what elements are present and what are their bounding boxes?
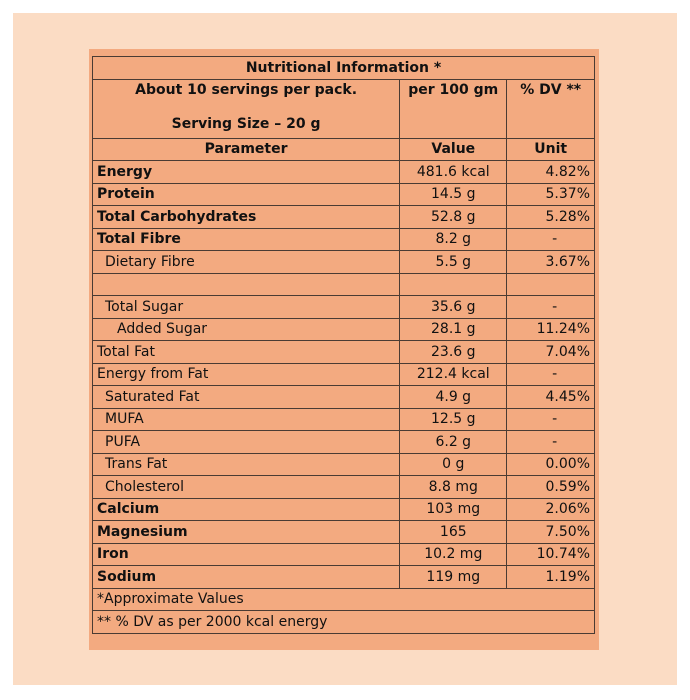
dv-cell: 1.19% — [507, 566, 595, 589]
dv-cell: 0.59% — [507, 476, 595, 499]
parameter-cell: Magnesium — [93, 521, 400, 544]
dv-cell: 2.06% — [507, 498, 595, 521]
dv-cell: 3.67% — [507, 251, 595, 274]
dv-cell: 10.74% — [507, 543, 595, 566]
value-cell: 6.2 g — [400, 431, 507, 454]
parameter-cell: MUFA — [93, 408, 400, 431]
value-cell: 14.5 g — [400, 183, 507, 206]
dv-cell: 11.24% — [507, 318, 595, 341]
value-cell: 165 — [400, 521, 507, 544]
table-row — [93, 386, 595, 409]
table-row — [93, 476, 595, 499]
parameter-cell: Energy from Fat — [93, 363, 400, 386]
dv-cell: - — [507, 431, 595, 454]
table-row — [93, 183, 595, 206]
dv-cell: - — [507, 408, 595, 431]
serving-info-cell — [93, 79, 400, 138]
parameter-cell: Energy — [93, 161, 400, 184]
parameter-cell: Iron — [93, 543, 400, 566]
value-cell: 8.2 g — [400, 228, 507, 251]
parameter-cell: Total Sugar — [93, 296, 400, 319]
value-cell: 119 mg — [400, 566, 507, 589]
dv-header: % DV ** — [507, 79, 595, 138]
parameter-cell — [93, 273, 400, 296]
footnote-row — [93, 611, 595, 634]
parameter-cell: Sodium — [93, 566, 400, 589]
table-row — [93, 251, 595, 274]
parameter-cell: Trans Fat — [93, 453, 400, 476]
value-cell: 35.6 g — [400, 296, 507, 319]
table-row — [93, 363, 595, 386]
value-cell: 52.8 g — [400, 206, 507, 229]
table-row — [93, 408, 595, 431]
value-cell: 4.9 g — [400, 386, 507, 409]
value-cell: 212.4 kcal — [400, 363, 507, 386]
table-row — [93, 228, 595, 251]
table-row — [93, 296, 595, 319]
value-cell: 12.5 g — [400, 408, 507, 431]
parameter-cell: Dietary Fibre — [93, 251, 400, 274]
parameter-cell: Protein — [93, 183, 400, 206]
servings-per-pack: About 10 servings per pack. — [135, 81, 358, 98]
dv-cell: 4.45% — [507, 386, 595, 409]
value-cell: 8.8 mg — [400, 476, 507, 499]
value-cell: 103 mg — [400, 498, 507, 521]
column-header-unit: Unit — [507, 138, 595, 161]
nutrition-table — [92, 56, 595, 634]
value-cell: 481.6 kcal — [400, 161, 507, 184]
dv-cell: 7.50% — [507, 521, 595, 544]
column-header-value: Value — [400, 138, 507, 161]
dv-cell: 7.04% — [507, 341, 595, 364]
value-cell: 5.5 g — [400, 251, 507, 274]
dv-cell — [507, 273, 595, 296]
table-title: Nutritional Information * — [93, 57, 595, 80]
table-row — [93, 431, 595, 454]
value-cell: 28.1 g — [400, 318, 507, 341]
table-row — [93, 161, 595, 184]
parameter-cell: Saturated Fat — [93, 386, 400, 409]
parameter-cell: Cholesterol — [93, 476, 400, 499]
table-row — [93, 521, 595, 544]
table-row — [93, 206, 595, 229]
footnote-dv: ** % DV as per 2000 kcal energy — [93, 611, 595, 634]
dv-cell: 5.28% — [507, 206, 595, 229]
per-100-header: per 100 gm — [400, 79, 507, 138]
table-row — [93, 318, 595, 341]
column-header-parameter: Parameter — [93, 138, 400, 161]
table-row — [93, 566, 595, 589]
serving-size: Serving Size – 20 g — [171, 115, 321, 132]
dv-cell: 0.00% — [507, 453, 595, 476]
parameter-cell: Total Fat — [93, 341, 400, 364]
parameter-cell: PUFA — [93, 431, 400, 454]
value-cell: 0 g — [400, 453, 507, 476]
footnote-approx: *Approximate Values — [93, 588, 595, 611]
footnote-row — [93, 588, 595, 611]
table-row — [93, 341, 595, 364]
dv-cell: - — [507, 296, 595, 319]
parameter-cell: Calcium — [93, 498, 400, 521]
parameter-cell: Total Fibre — [93, 228, 400, 251]
table-row — [93, 453, 595, 476]
dv-cell: - — [507, 228, 595, 251]
dv-cell: 5.37% — [507, 183, 595, 206]
value-cell: 10.2 mg — [400, 543, 507, 566]
dv-cell: - — [507, 363, 595, 386]
parameter-cell: Total Carbohydrates — [93, 206, 400, 229]
value-cell — [400, 273, 507, 296]
table-row — [93, 273, 595, 296]
value-cell: 23.6 g — [400, 341, 507, 364]
table-row — [93, 498, 595, 521]
parameter-cell: Added Sugar — [93, 318, 400, 341]
table-row — [93, 543, 595, 566]
dv-cell: 4.82% — [507, 161, 595, 184]
